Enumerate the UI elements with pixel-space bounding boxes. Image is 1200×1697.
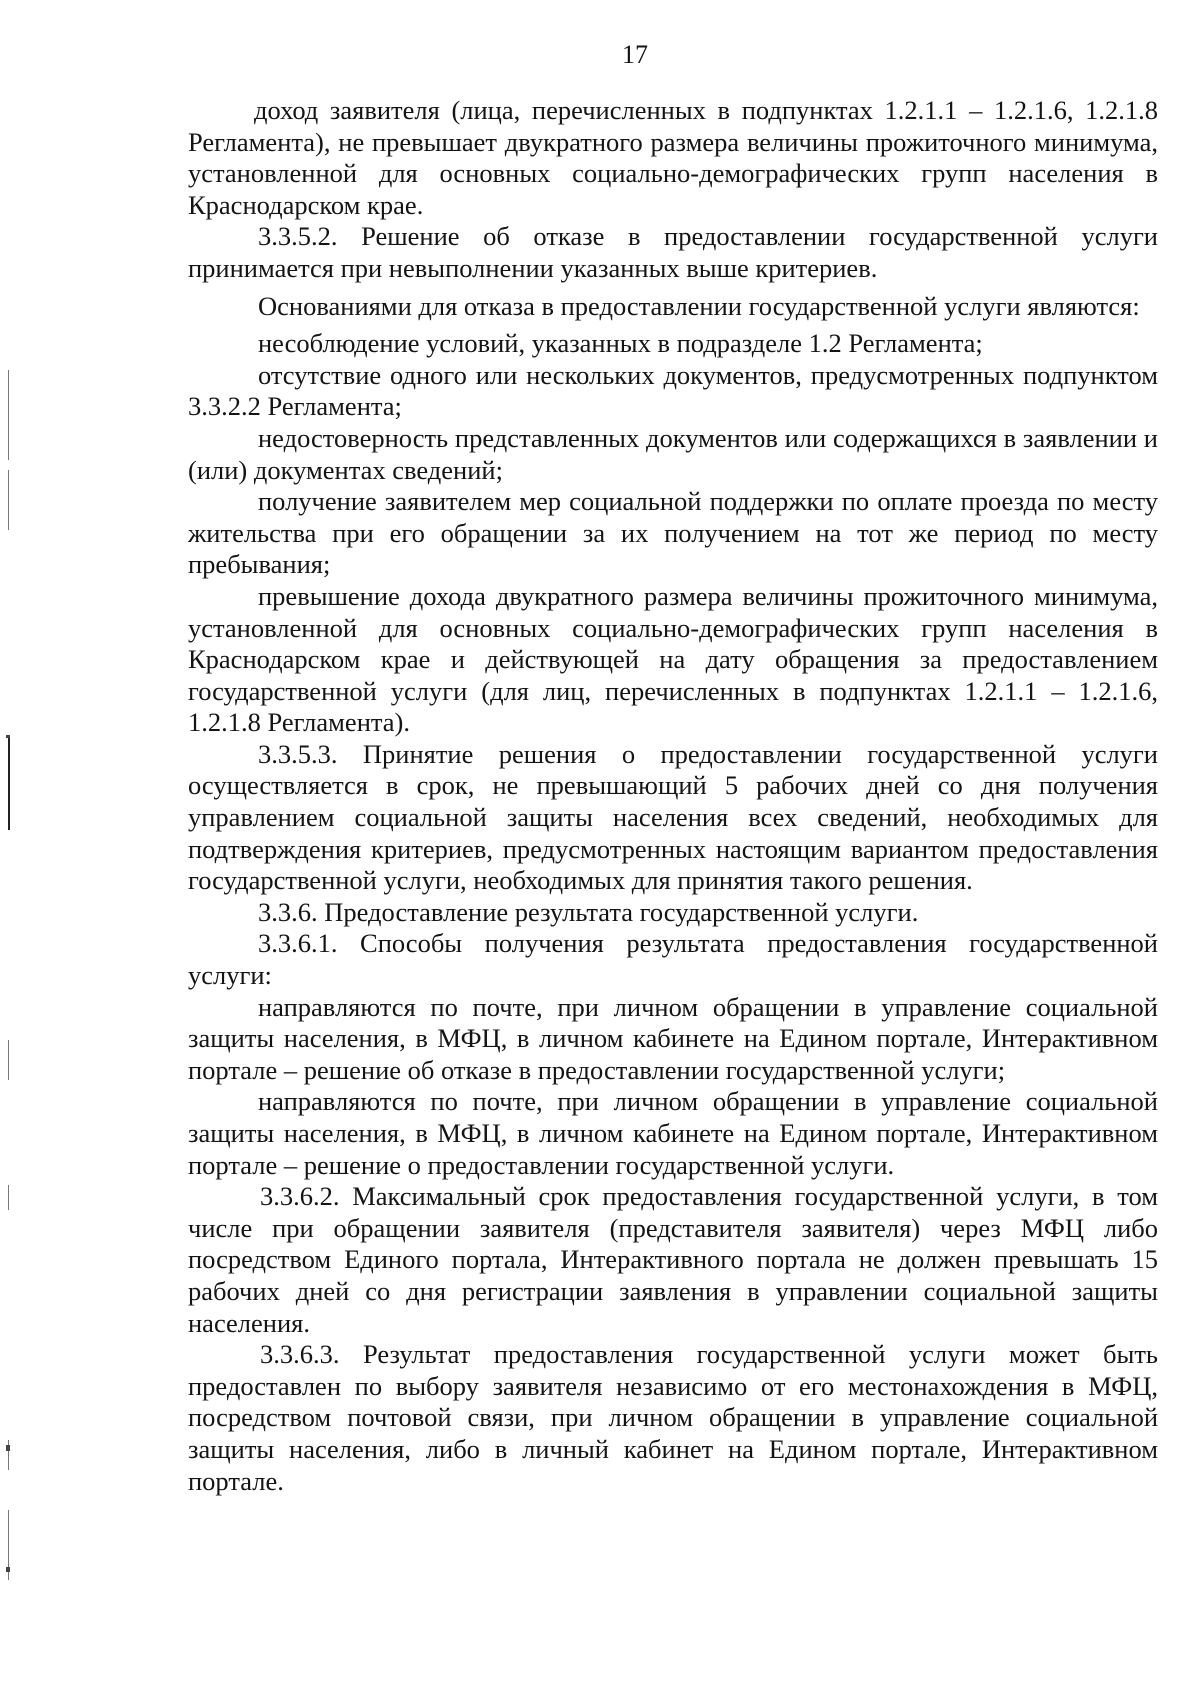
paragraph: 3.3.6.3. Результат предоставления государственной услуги может быть предоставлен по выбору заявителя независимо от его местонахождения в МФЦ, посредством почтовой связи, при личном обращении в управление социальной защиты населения, либо в личный кабинет на Едином портале, Интерактивном портале. <box>188 1339 1158 1496</box>
paragraph: 3.3.6. Предоставление результата государственной услуги. <box>258 896 919 927</box>
paragraph: отсутствие одного или нескольких документов, предусмотренных подпунктом 3.3.2.2 Регламента; <box>188 359 1158 422</box>
paragraph: 3.3.6.1. Способы получения результата предоставления государственной услуги: <box>188 928 1158 991</box>
page-number: 17 <box>622 40 648 69</box>
paragraph: доход заявителя (лица, перечисленных в подпунктах 1.2.1.1 – 1.2.1.6, 1.2.1.8 Регламента), не превышает двукратного размера величины прожиточного минимума, установленной для основных социально-демографических групп населения в Краснодарском крае. <box>188 95 1158 220</box>
paragraph: 3.3.5.2. Решение об отказе в предоставлении государственной услуги принимается при невыполнении указанных выше критериев. <box>188 221 1158 283</box>
body-text <box>188 95 1158 1497</box>
paragraph: направляются по почте, при личном обращении в управление социальной защиты населения, в МФЦ, в личном кабинете на Едином портале, Интерактивном портале – решение об отказе в предоставлении государственной услуги; <box>188 991 1158 1085</box>
paragraph: несоблюдение условий, указанных в подразделе 1.2 Регламента; <box>258 328 983 359</box>
paragraph: Основаниями для отказа в предоставлении государственной услуги являются: <box>258 290 1140 321</box>
paragraph: превышение дохода двукратного размера величины прожиточного минимума, установленной для основных социально-демографических групп населения в Краснодарском крае и действующей на дату обращения за предоставлением государственной услуги (для лиц, перечисленных в подпунктах 1.2.1.1 – 1.2.1.6, 1.2.1.8 Регламента). <box>188 580 1158 738</box>
paragraph: недостоверность представленных документов или содержащихся в заявлении и (или) документах сведений; <box>188 422 1158 485</box>
paragraph: 3.3.5.3. Принятие решения о предоставлении государственной услуги осуществляется в срок, не превышающий 5 рабочих дней со дня получения управлением социальной защиты населения всех сведений, необходимых для подтверждения критериев, предусмотренных настоящим вариантом предоставления государственной услуги, необходимых для принятия такого решения. <box>188 738 1158 896</box>
paragraph: направляются по почте, при личном обращении в управление социальной защиты населения, в МФЦ, в личном кабинете на Едином портале, Интерактивном портале – решение о предоставлении государственной услуги. <box>188 1086 1158 1180</box>
paragraph: получение заявителем мер социальной поддержки по оплате проезда по месту жительства при его обращении за их получением на тот же период по месту пребывания; <box>188 486 1158 580</box>
scan-edge-artifacts <box>0 0 20 1697</box>
paragraph: 3.3.6.2. Максимальный срок предоставления государственной услуги, в том числе при обращении заявителя (представителя заявителя) через МФЦ либо посредством Единого портала, Интерактивного портала не должен превышать 15 рабочих дней со дня регистрации заявления в управлении социальной защиты населения. <box>188 1181 1158 1338</box>
